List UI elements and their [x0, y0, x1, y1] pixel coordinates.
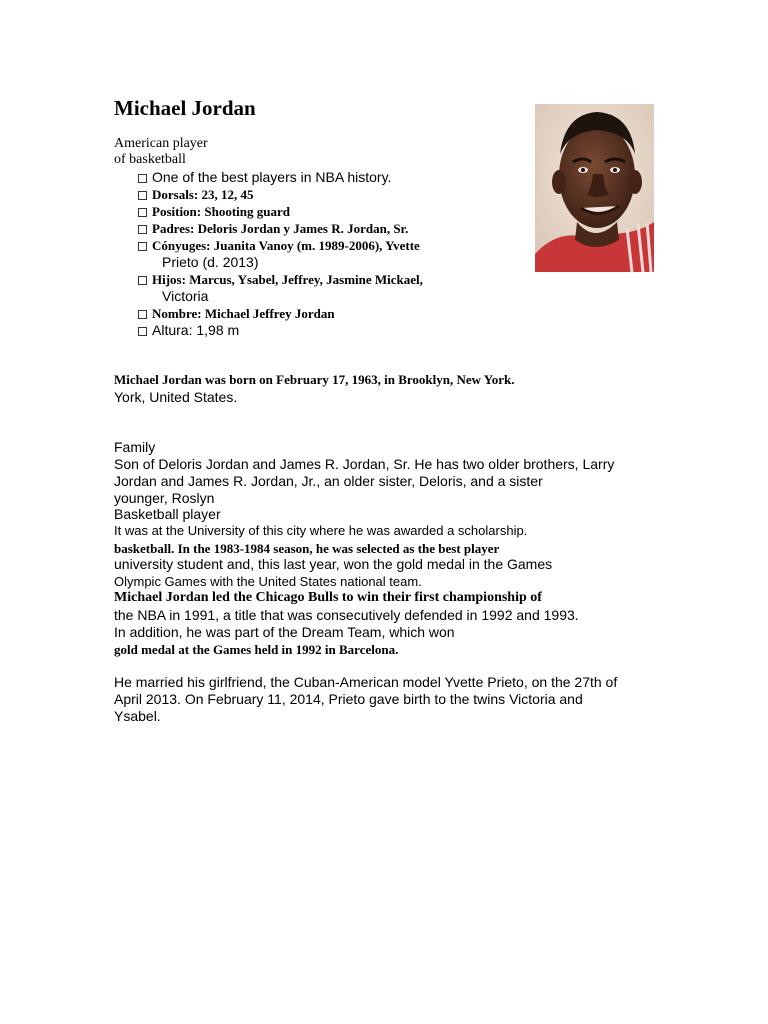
- paragraph-line: Jordan and James R. Jordan, Jr., an older sister, Deloris, and a sister: [114, 473, 543, 489]
- checkbox-bullet-icon: [138, 276, 147, 285]
- list-item: [138, 203, 478, 220]
- checkbox-bullet-icon: [138, 191, 147, 200]
- checkbox-bullet-icon: [138, 242, 147, 251]
- paragraph-line: Ysabel.: [114, 708, 161, 724]
- paragraph-line: In addition, he was part of the Dream Team, which won: [114, 624, 455, 640]
- paragraph-line: York, United States.: [114, 389, 238, 405]
- list-item: [138, 220, 478, 237]
- paragraph-line: gold medal at the Games held in 1992 in Barcelona.: [114, 642, 399, 657]
- paragraph-line: Michael Jordan led the Chicago Bulls to win their first championship of: [114, 590, 542, 605]
- paragraph-line: younger, Roslyn: [114, 490, 215, 506]
- list-item: [138, 322, 478, 339]
- checkbox-bullet-icon: [138, 225, 147, 234]
- checkbox-bullet-icon: [138, 327, 147, 336]
- paragraph-line: Son of Deloris Jordan and James R. Jordan, Sr. He has two older brothers, Larry: [114, 456, 615, 472]
- fact-continuation: Prieto (d. 2013): [162, 254, 259, 270]
- fact-text: One of the best players in NBA history.: [152, 169, 392, 185]
- paragraph-line: Olympic Games with the United States national team.: [114, 574, 422, 589]
- checkbox-bullet-icon: [138, 208, 147, 217]
- facts-list: [138, 169, 478, 339]
- subtitle-line: of basketball: [114, 152, 186, 167]
- paragraph-line: Michael Jordan was born on February 17, 1963, in Brooklyn, New York.: [114, 372, 515, 387]
- paragraph-line: basketball. In the 1983-1984 season, he was selected as the best player: [114, 541, 500, 556]
- page-title: Michael Jordan: [114, 96, 256, 120]
- list-item: [138, 271, 478, 305]
- subtitle-line: American player: [114, 136, 208, 151]
- paragraph-line: He married his girlfriend, the Cuban-American model Yvette Prieto, on the 27th of: [114, 674, 618, 690]
- fact-text: Altura: 1,98 m: [152, 322, 240, 338]
- paragraph-line: April 2013. On February 11, 2014, Prieto gave birth to the twins Victoria and: [114, 691, 583, 707]
- fact-text: Cónyuges: Juanita Vanoy (m. 1989-2006), Yvette: [152, 238, 420, 253]
- fact-text: Position: Shooting guard: [152, 204, 290, 219]
- paragraph-line: It was at the University of this city where he was awarded a scholarship.: [114, 523, 528, 538]
- list-item: [138, 237, 478, 271]
- checkbox-bullet-icon: [138, 174, 147, 183]
- portrait-illustration: [535, 104, 654, 272]
- list-item: [138, 305, 478, 322]
- section-heading: Family: [114, 439, 156, 455]
- list-item: [138, 169, 478, 186]
- subtitle: [114, 136, 208, 168]
- fact-text: Padres: Deloris Jordan y James R. Jordan, Sr.: [152, 221, 409, 236]
- paragraph-line: university student and, this last year, won the gold medal in the Games: [114, 556, 553, 572]
- list-item: [138, 186, 478, 203]
- checkbox-bullet-icon: [138, 310, 147, 319]
- section-heading: Basketball player: [114, 506, 221, 522]
- fact-text: Hijos: Marcus, Ysabel, Jeffrey, Jasmine Mickael,: [152, 272, 423, 287]
- portrait-photo: [535, 104, 654, 272]
- fact-text: Dorsals: 23, 12, 45: [152, 187, 254, 202]
- fact-continuation: Victoria: [162, 288, 209, 304]
- fact-text: Nombre: Michael Jeffrey Jordan: [152, 306, 335, 321]
- paragraph-line: the NBA in 1991, a title that was consecutively defended in 1992 and 1993.: [114, 607, 579, 623]
